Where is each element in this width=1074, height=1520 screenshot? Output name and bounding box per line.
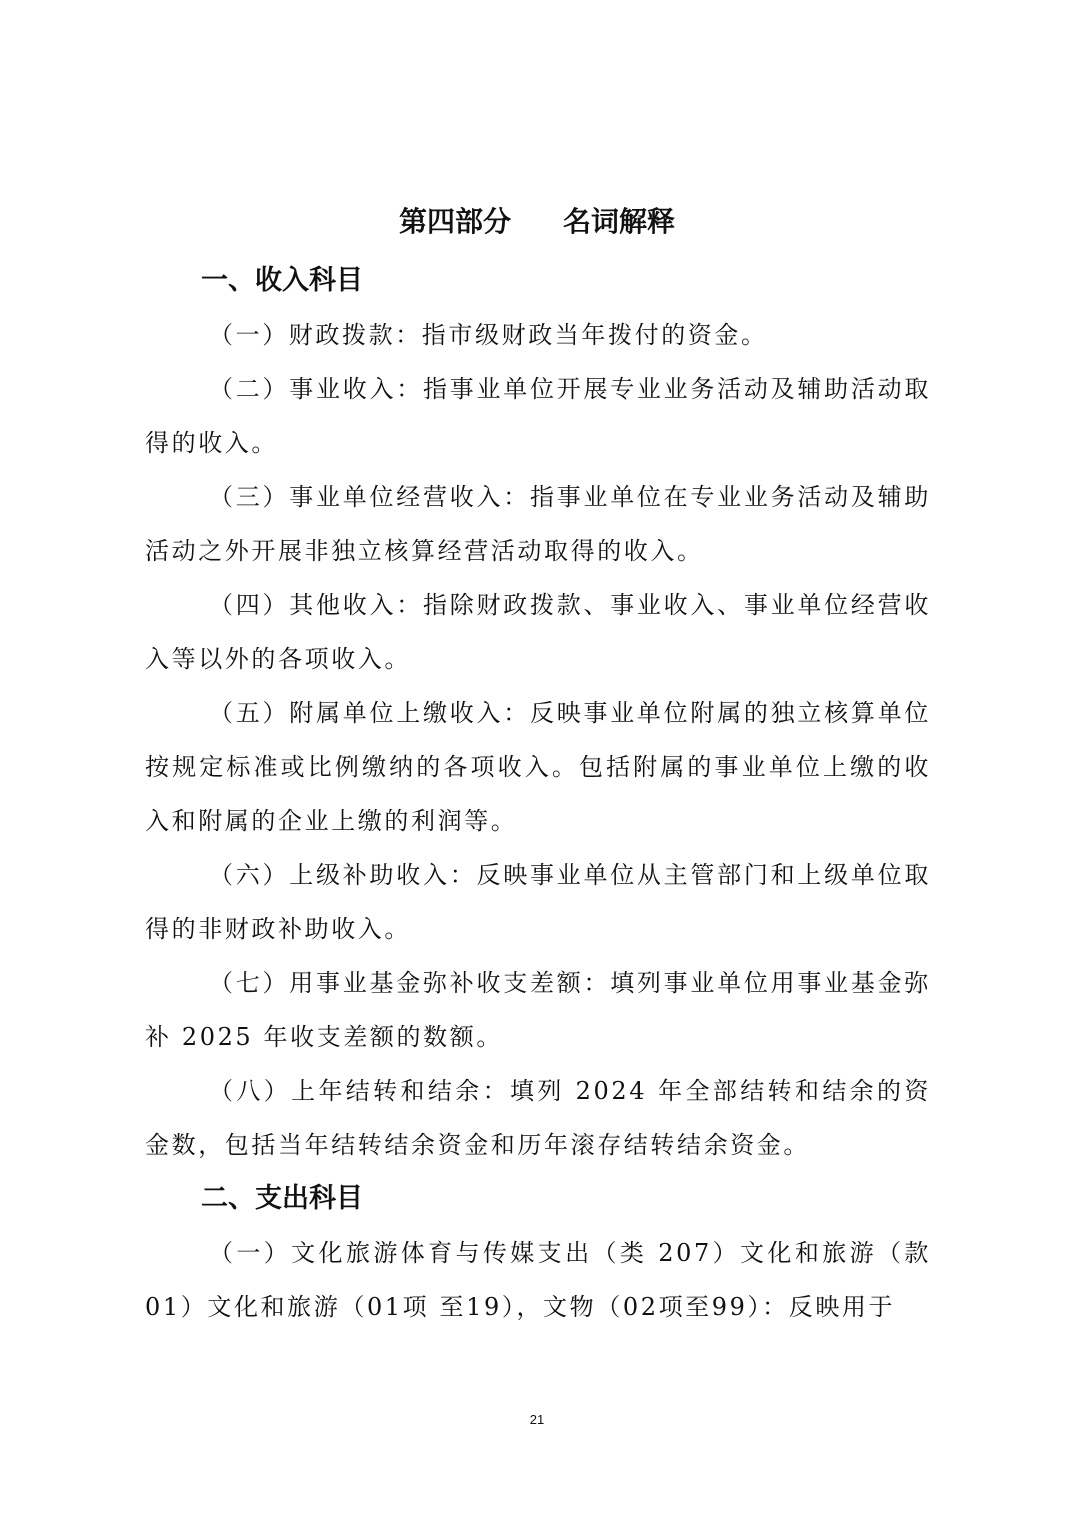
paragraph-income-3: （三）事业单位经营收入：指事业单位在专业业务活动及辅助活动之外开展非独立核算经营活动取得的收入。 <box>145 483 931 565</box>
page-number: 21 <box>529 1412 545 1427</box>
paragraph-income-6: （六）上级补助收入：反映事业单位从主管部门和上级单位取得的非财政补助收入。 <box>145 861 931 943</box>
title-part: 第四部分 <box>398 205 511 238</box>
section-heading-income: 一、收入科目 <box>201 265 363 296</box>
paragraph-income-4: （四）其他收入：指除财政拨款、事业收入、事业单位经营收入等以外的各项收入。 <box>145 591 931 673</box>
page-title <box>0 200 1074 244</box>
section-heading-expenditure: 二、支出科目 <box>201 1183 363 1214</box>
title-name: 名词解释 <box>563 205 676 238</box>
paragraph-income-1: （一）财政拨款：指市级财政当年拨付的资金。 <box>209 321 768 349</box>
paragraph-income-2: （二）事业收入：指事业单位开展专业业务活动及辅助活动取得的收入。 <box>145 375 931 457</box>
paragraph-income-7: （七）用事业基金弥补收支差额：填列事业单位用事业基金弥补 2025 年收支差额的数额。 <box>145 969 931 1051</box>
paragraph-income-8: （八）上年结转和结余：填列 2024 年全部结转和结余的资金数，包括当年结转结余资金和历年滚存结转结余资金。 <box>145 1077 931 1159</box>
document-body <box>145 254 931 1334</box>
paragraph-income-5: （五）附属单位上缴收入：反映事业单位附属的独立核算单位按规定标准或比例缴纳的各项收入。包括附属的事业单位上缴的收入和附属的企业上缴的利润等。 <box>145 699 931 835</box>
paragraph-expenditure-1: （一）文化旅游体育与传媒支出（类 207）文化和旅游（款01）文化和旅游（01项 至19），文物（02项至99）：反映用于 <box>145 1239 931 1321</box>
